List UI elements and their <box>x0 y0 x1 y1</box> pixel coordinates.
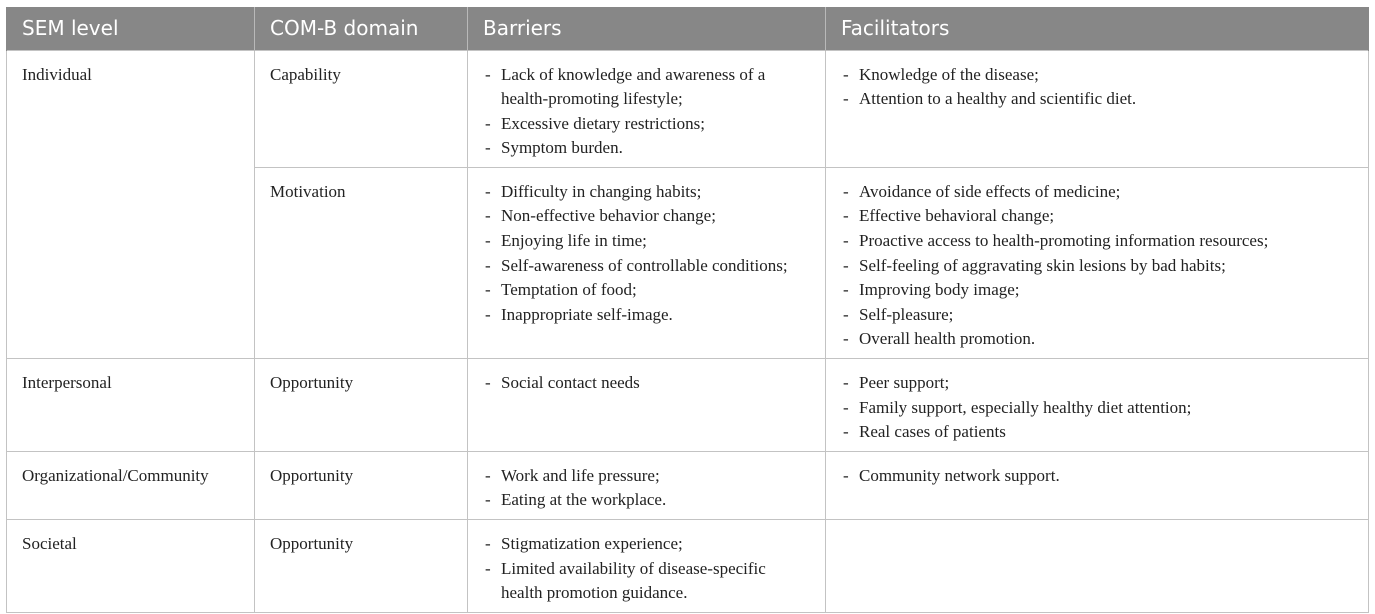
table-row <box>7 50 1369 167</box>
facilitator-item: - Community network support. <box>843 464 1353 489</box>
barrier-item: - Non-effective behavior change; <box>485 204 810 229</box>
facilitators-list <box>841 180 1353 352</box>
barrier-item: - Inappropriate self-image. <box>485 303 810 328</box>
facilitator-item: - Effective behavioral change; <box>843 204 1353 229</box>
header-sem-level: SEM level <box>7 7 255 50</box>
facilitators-list <box>841 371 1353 445</box>
header-facilitators: Facilitators <box>826 7 1369 50</box>
comb-domain-cell: Capability <box>255 50 468 167</box>
barrier-item: - Work and life pressure; <box>485 464 810 489</box>
barrier-item: - Temptation of food; <box>485 278 810 303</box>
barrier-item: - Eating at the workplace. <box>485 488 810 513</box>
comb-domain-cell: Opportunity <box>255 451 468 519</box>
barriers-cell <box>468 50 826 167</box>
table-row <box>7 359 1369 452</box>
facilitator-item: - Peer support; <box>843 371 1353 396</box>
sem-level-cell: Individual <box>7 50 255 359</box>
comb-domain-cell: Motivation <box>255 167 468 358</box>
facilitator-item: - Self-feeling of aggravating skin lesions by bad habits; <box>843 254 1353 279</box>
facilitators-list <box>841 464 1353 489</box>
facilitators-cell <box>826 50 1369 167</box>
facilitator-item: - Knowledge of the disease; <box>843 63 1353 88</box>
facilitator-item: - Self-pleasure; <box>843 303 1353 328</box>
barriers-cell <box>468 167 826 358</box>
barrier-item: - Lack of knowledge and awareness of a health-promoting lifestyle; <box>485 63 810 112</box>
facilitators-cell <box>826 451 1369 519</box>
table-header <box>7 7 1369 50</box>
barrier-item: - Excessive dietary restrictions; <box>485 112 810 137</box>
facilitator-item: - Avoidance of side effects of medicine; <box>843 180 1353 205</box>
barriers-list <box>483 63 810 161</box>
sem-comb-table <box>6 7 1369 613</box>
table-row <box>7 520 1369 613</box>
facilitator-item: - Proactive access to health-promoting information resources; <box>843 229 1353 254</box>
sem-level-cell: Organizational/Community <box>7 451 255 519</box>
facilitator-item: - Improving body image; <box>843 278 1353 303</box>
barriers-cell <box>468 359 826 452</box>
facilitator-item: - Attention to a healthy and scientific diet. <box>843 87 1353 112</box>
barrier-item: - Self-awareness of controllable conditions; <box>485 254 810 279</box>
header-barriers: Barriers <box>468 7 826 50</box>
barrier-item: - Difficulty in changing habits; <box>485 180 810 205</box>
header-comb-domain: COM-B domain <box>255 7 468 50</box>
barriers-list <box>483 180 810 328</box>
comb-domain-cell: Opportunity <box>255 359 468 452</box>
barriers-list <box>483 464 810 513</box>
barrier-item: - Stigmatization experience; <box>485 532 810 557</box>
facilitators-list <box>841 63 1353 112</box>
sem-level-cell: Interpersonal <box>7 359 255 452</box>
sem-level-cell: Societal <box>7 520 255 613</box>
facilitators-cell <box>826 359 1369 452</box>
comb-domain-cell: Opportunity <box>255 520 468 613</box>
barriers-cell <box>468 520 826 613</box>
facilitator-item: - Overall health promotion. <box>843 327 1353 352</box>
barriers-list <box>483 532 810 606</box>
barriers-list <box>483 371 810 396</box>
facilitators-cell <box>826 167 1369 358</box>
table-body <box>7 50 1369 612</box>
barrier-item: - Symptom burden. <box>485 136 810 161</box>
facilitator-item: - Family support, especially healthy diet attention; <box>843 396 1353 421</box>
barrier-item: - Limited availability of disease-specific health promotion guidance. <box>485 557 810 606</box>
barriers-cell <box>468 451 826 519</box>
table-row <box>7 451 1369 519</box>
barrier-item: - Social contact needs <box>485 371 810 396</box>
facilitators-cell <box>826 520 1369 613</box>
facilitator-item: - Real cases of patients <box>843 420 1353 445</box>
header-row <box>7 7 1369 50</box>
barrier-item: - Enjoying life in time; <box>485 229 810 254</box>
